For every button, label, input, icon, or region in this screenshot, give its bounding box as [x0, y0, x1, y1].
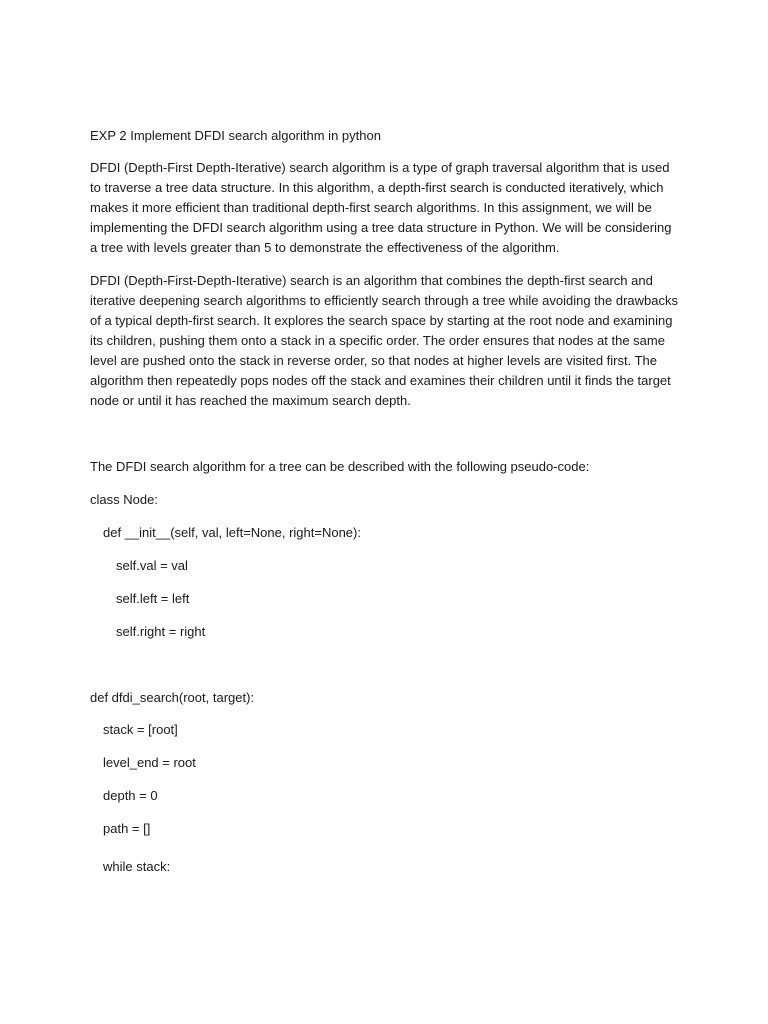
- document-title: EXP 2 Implement DFDI search algorithm in python: [90, 128, 381, 143]
- code-line-self-right: self.right = right: [116, 624, 206, 639]
- pseudo-code-intro: The DFDI search algorithm for a tree can be described with the following pseudo-code:: [90, 459, 590, 474]
- code-line-path: path = []: [103, 821, 151, 836]
- code-line-init-def: def __init__(self, val, left=None, right=None):: [103, 525, 361, 540]
- code-line-self-val: self.val = val: [116, 558, 188, 573]
- code-line-while-stack: while stack:: [103, 859, 171, 874]
- code-line-class-node: class Node:: [90, 492, 158, 507]
- code-line-self-left: self.left = left: [116, 591, 190, 606]
- code-line-depth: depth = 0: [103, 788, 158, 803]
- paragraph-dfdi-explanation: DFDI (Depth-First-Depth-Iterative) search is an algorithm that combines the depth-first search and iterative deepening search algorithms to efficiently search through a tree while avoiding the drawbacks of a typical depth-first search. It explores the search space by starting at the root node and examining its children, pushing them onto a stack in a specific order. The order ensures that nodes at the same level are pushed onto the stack in reverse order, so that nodes at higher levels are visited first. The algorithm then repeatedly pops nodes off the stack and examines their children until it finds the target node or until it has reached the maximum search depth.: [90, 273, 678, 408]
- code-line-stack-init: stack = [root]: [103, 722, 178, 737]
- code-line-level-end: level_end = root: [103, 755, 196, 770]
- paragraph-dfdi-definition: DFDI (Depth-First Depth-Iterative) search algorithm is a type of graph traversal algorithm that is used to traverse a tree data structure. In this algorithm, a depth-first search is conducted iteratively, which makes it more efficient than traditional depth-first search algorithms. In this assignment, we will be implementing the DFDI search algorithm using a tree data structure in Python. We will be considering a tree with levels greater than 5 to demonstrate the effectiveness of the algorithm.: [90, 160, 672, 255]
- code-line-dfdi-search-def: def dfdi_search(root, target):: [90, 690, 255, 705]
